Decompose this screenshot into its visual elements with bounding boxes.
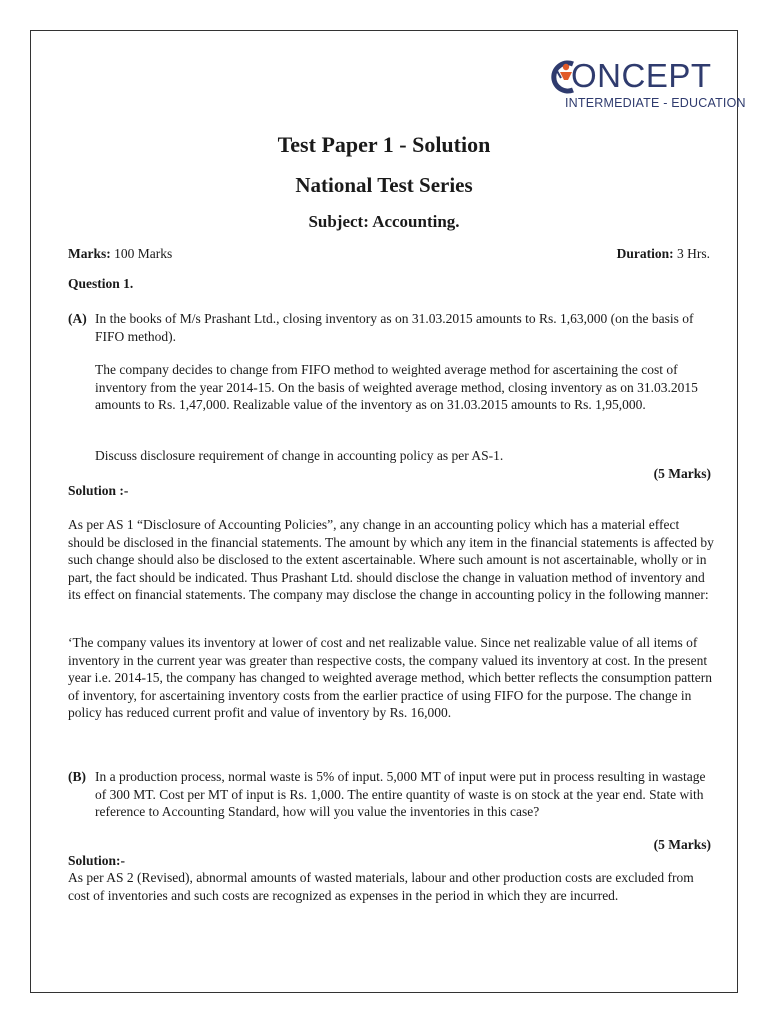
marks-value: 100 Marks bbox=[114, 246, 173, 261]
logo-subtitle: INTERMEDIATE - EDUCATION bbox=[565, 96, 746, 110]
marks-line bbox=[68, 245, 172, 263]
part-a-paragraph-2: The company decides to change from FIFO method to weighted average method for ascertaining the cost of inventory from the year 2014-15. On the basis of weighted average method, closing inventory as on 31.03.2015 amounts to Rs. 1,47,000. Realizable value of the inventory as on 31.03.2015 amounts to Rs. 1,95,000. bbox=[95, 362, 698, 413]
part-a-solution-paragraph-1: As per AS 1 “Disclosure of Accounting Policies”, any change in an accounting policy which has a material effect should be disclosed in the financial statements. The amount by which any item in the financial statements is affected by such change should also be disclosed to the extent ascertainable. Where such amount is not ascertainable, wholly or in part, the fact should be indicated. Thus Prashant Ltd. should disclose the change in valuation method of inventory and its effect on financial statements. The company may disclose the change in accounting policy in the following manner: bbox=[68, 517, 714, 603]
question-heading: Question 1. bbox=[68, 276, 134, 291]
subject-title: Subject: Accounting. bbox=[308, 212, 460, 231]
part-b-solution-paragraph-1: As per AS 2 (Revised), abnormal amounts of wasted materials, labour and other production costs are excluded from cost of inventories and such costs are recognized as expenses in the period in which they are incurred. bbox=[68, 870, 694, 903]
part-b-label: (B) bbox=[68, 769, 86, 784]
part-b-marks: (5 Marks) bbox=[653, 837, 711, 852]
part-a-label: (A) bbox=[68, 311, 87, 326]
part-a-marks: (5 Marks) bbox=[653, 466, 711, 481]
marks-label: Marks: bbox=[68, 246, 111, 261]
part-a-paragraph-1: In the books of M/s Prashant Ltd., closing inventory as on 31.03.2015 amounts to Rs. 1,63,000 (on the basis of FIFO method). bbox=[95, 311, 694, 344]
part-a-solution-heading: Solution :- bbox=[68, 483, 129, 498]
duration-line bbox=[560, 245, 710, 263]
concept-logo bbox=[549, 56, 746, 116]
duration-value: 3 Hrs. bbox=[677, 246, 710, 261]
series-title: National Test Series bbox=[295, 173, 473, 197]
part-a-paragraph-3: Discuss disclosure requirement of change in accounting policy as per AS-1. bbox=[95, 448, 504, 463]
part-b-solution-heading: Solution:- bbox=[68, 853, 126, 868]
part-a-solution-paragraph-2: ‘The company values its inventory at lower of cost and net realizable value. Since net realizable value of all items of inventory in the current year was greater than respective costs, the company valued its inventory at cost. In the present year i.e. 2014-15, the company has changed to weighted average method, which better reflects the consumption pattern of inventory, for ascertaining inventory costs from the earlier practice of using FIFO for the purpose. The change in policy has reduced current profit and value of inventory by Rs. 16,000. bbox=[68, 635, 713, 721]
logo-brand-text: ONCEPT bbox=[571, 57, 712, 94]
part-b-paragraph-1: In a production process, normal waste is 5% of input. 5,000 MT of input were put in process resulting in wastage of 300 MT. Cost per MT of input is Rs. 1,000. The entire quantity of waste is on stock at the year end. State with reference to Accounting Standard, how will you value the inventories in this case? bbox=[95, 769, 706, 820]
duration-label: Duration: bbox=[616, 246, 674, 261]
page-title: Test Paper 1 - Solution bbox=[277, 132, 491, 157]
